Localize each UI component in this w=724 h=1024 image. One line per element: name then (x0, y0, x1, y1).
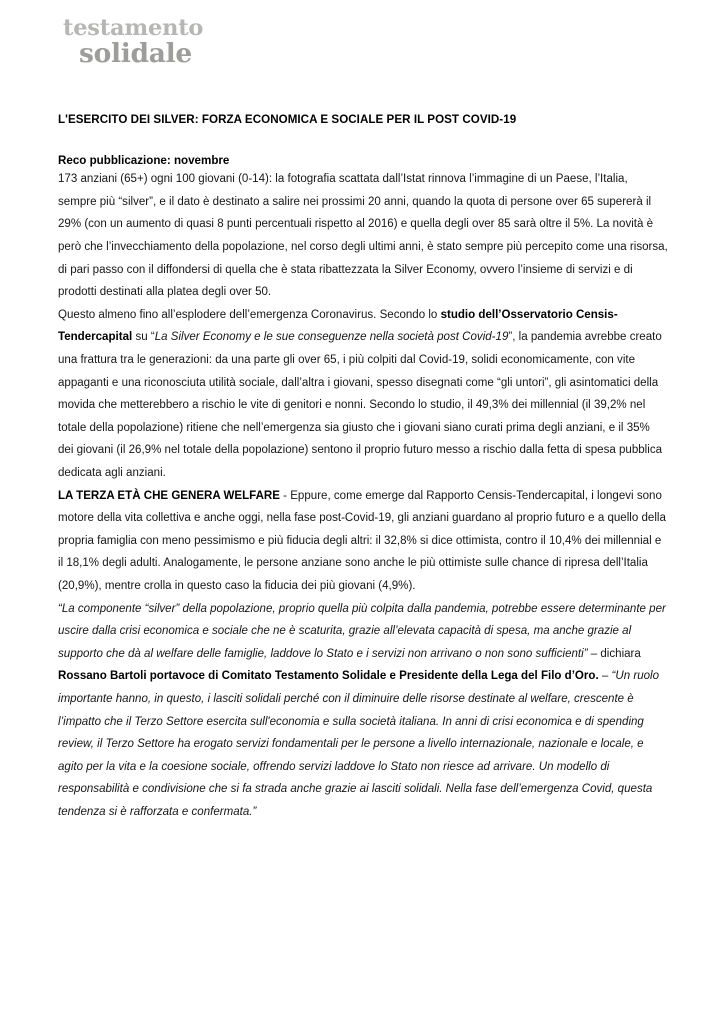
p4-run-dash: – (598, 670, 612, 683)
p2-bold-study-name: studio dell’Osservatorio Censis-Tendercapital (58, 308, 618, 344)
p3-run-1: - Eppure, come emerge dal Rapporto Censis-Tendercapital, i longevi sono motore della vita collettiva e anche oggi, nella fase post-Covid-19, gli anziani guardano al proprio futuro e a quello della propria famiglia con meno pessimismo e più fiducia degli altri: il 32,8% si dice ottimista, contro il 10,4% dei millennial e il 18,1% degli adulti. Analogamente, le persone anziane sono anche le più ottimiste sulle chance di ripresa dell’Italia (20,9%), mentre crolla in questo caso la fiducia dei più giovani (4,9%). (58, 489, 666, 592)
p4-quote-part-1: “La componente “silver” della popolazione, proprio quella più colpita dalla pandemia, potrebbe essere determinante per uscire dalla crisi economica e sociale che ne è scaturita, grazie all’elevata capacità di spesa, ma anche grazie al supporto che dà al welfare delle famiglie, laddove lo Stato e i servizi non arrivano o non sono sufficienti” (58, 602, 666, 660)
p4-run-dichiara: – dichiara (587, 647, 641, 660)
paragraph-intro (58, 168, 668, 304)
testamento-solidale-logo (63, 17, 293, 67)
p2-italic-report-title: La Silver Economy e le sue conseguenze nella società post Covid-19 (154, 331, 509, 344)
p2-run-2: su “ (132, 331, 155, 344)
p3-section-heading: LA TERZA ETÀ CHE GENERA WELFARE (58, 489, 280, 502)
logo-word-solidale: solidale (79, 37, 192, 69)
paragraph-terza-eta (58, 485, 668, 598)
paragraph-intro-text: 173 anziani (65+) ogni 100 giovani (0-14): la fotografia scattata dall’Istat rinnova l’immagine di un Paese, l’Italia, sempre più “silver”, e il dato è destinato a salire nei prossimi 20 anni, quando la quota di persone over 65 supererà il 29% (con un aumento di quasi 8 punti percentuali rispetto al 2016) e quella degli over 85 sarà oltre il 5%. La novità è però che l’invecchiamento della popolazione, nel corso degli ultimi anni, è stato sempre più percepito come una risorsa, di pari passo con il diffondersi di quella che è stata ribattezzata la Silver Economy, ovvero l’insieme di servizi e di prodotti destinati alla platea degli over 50. (58, 173, 668, 299)
paragraph-quote-bartoli (58, 598, 668, 824)
logo-word-testamento: testamento (63, 15, 204, 41)
paragraph-censis-study (58, 304, 668, 485)
publication-date-line: Reco pubblicazione: novembre (58, 153, 230, 167)
p4-bold-attribution: Rossano Bartoli portavoce di Comitato Testamento Solidale e Presidente della Lega del Filo d’Oro. (58, 670, 599, 683)
p2-run-3: ”, la pandemia avrebbe creato una frattura tra le generazioni: da una parte gli over 65, i più colpiti dal Covid-19, solidi economicamente, con vite appaganti e una riconosciuta utilità sociale, dall’altra i giovani, spesso disegnati come “gli untori”, gli asintomatici della movida che metterebbero a rischio le vite di genitori e nonni. Secondo lo studio, il 49,3% dei millennial (il 39,2% nel totale della popolazione) ritiene che nell’emergenza sia giusto che i giovani siano curati prima degli anziani, e il 35% dei giovani (il 26,9% nel totale della popolazione) sentono il proprio futuro messo a rischio dalla fetta di spesa pubblica dedicata agli anziani. (58, 331, 663, 479)
page-title: L'ESERCITO DEI SILVER: FORZA ECONOMICA E SOCIALE PER IL POST COVID-19 (58, 113, 517, 126)
p2-run-1: Questo almeno fino all’esplodere dell’emergenza Coronavirus. Secondo lo (58, 308, 441, 321)
document-body (58, 112, 668, 824)
p4-quote-part-2: “Un ruolo importante hanno, in questo, i lasciti solidali perché con il diminuire delle risorse destinate al welfare, crescente è l’impatto che il Terzo Settore esercita sull'economia e sulla società italiana. In anni di crisi economica e di spending review, il Terzo Settore ha erogato servizi fondamentali per le persone a livello internazionale, nazionale e locale, e agito per la vita e la coesione sociale, offrendo servizi laddove lo Stato non riesce ad arrivare. Un modello di responsabilità e condivisione che si fa strada anche grazie ai lasciti solidali. Nella fase dell’emergenza Covid, questa tendenza si è rafforzata e confermata.” (58, 670, 660, 818)
